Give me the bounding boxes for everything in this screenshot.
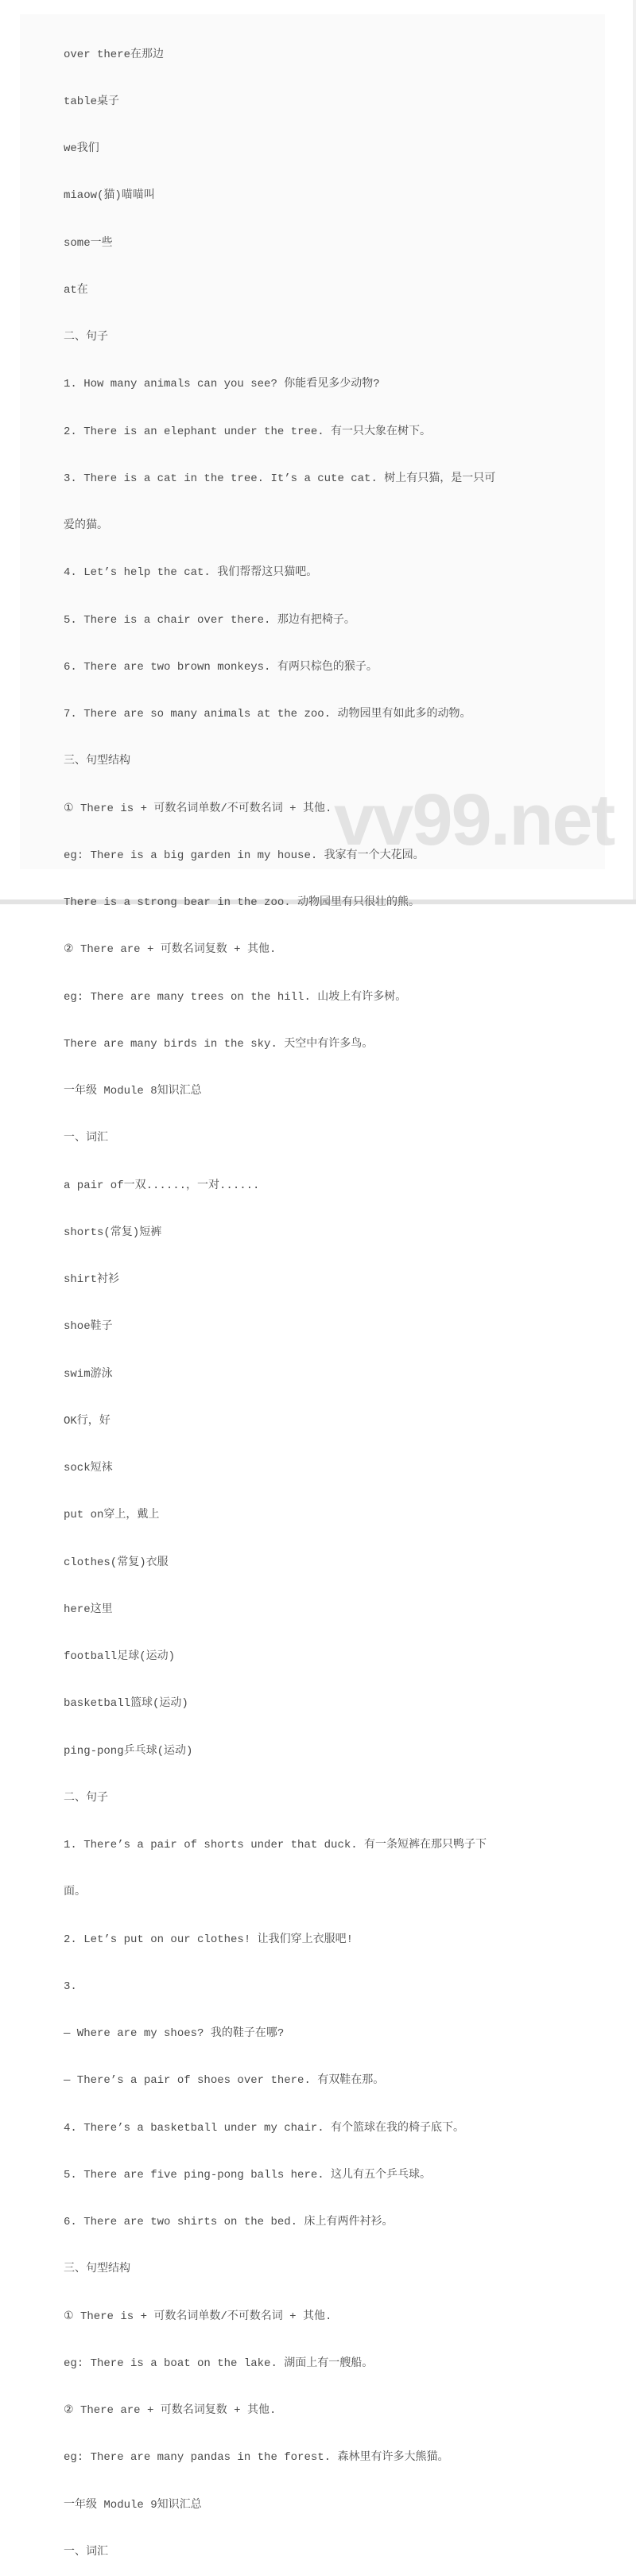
sentence-line: 面。 xyxy=(64,1886,86,1899)
vocab-line: football足球(运动) xyxy=(64,1650,176,1663)
section-heading: 三、句型结构 xyxy=(64,2263,130,2276)
vocab-line: OK行，好 xyxy=(64,1414,111,1428)
example-line: There is a strong bear in the zoo. 动物园里有只很壮的熊。 xyxy=(64,896,421,909)
pattern-line: ① There is + 可数名词单数/不可数名词 + 其他. xyxy=(64,802,332,815)
sentence-line: 爱的猫。 xyxy=(64,519,108,532)
vocab-line: some一些 xyxy=(64,236,113,250)
sentence-line: 4. There’s a basketball under my chair. 有个篮球在我的椅子底下。 xyxy=(64,2121,465,2135)
vocab-line: put on穿上，戴上 xyxy=(64,1509,160,1522)
section-heading: 二、句子 xyxy=(64,331,108,344)
vocab-line: ping-pong乒乓球(运动) xyxy=(64,1744,193,1758)
pattern-line: ① There is + 可数名词单数/不可数名词 + 其他. xyxy=(64,2310,332,2323)
sentence-line: 3. xyxy=(64,1980,77,1993)
vocab-line: shirt衬衫 xyxy=(64,1273,120,1286)
vocab-line: here这里 xyxy=(64,1603,113,1616)
sentence-line: 5. There is a chair over there. 那边有把椅子。 xyxy=(64,613,355,627)
watermark: vv99.net xyxy=(334,779,615,861)
sentence-line: 2. Let’s put on our clothes! 让我们穿上衣服吧! xyxy=(64,1933,354,1946)
vocab-line: we我们 xyxy=(64,142,99,155)
dialogue-line: — Where are my shoes? 我的鞋子在哪? xyxy=(64,2027,285,2040)
vocab-line: table桌子 xyxy=(64,95,120,108)
vocab-line: a pair of一双......，一对...... xyxy=(64,1179,260,1192)
section-heading: 三、句型结构 xyxy=(64,755,130,768)
vocab-line: at在 xyxy=(64,283,88,297)
vocab-line: shoe鞋子 xyxy=(64,1320,113,1334)
sentence-line: 6. There are two shirts on the bed. 床上有两件衬衫。 xyxy=(64,2216,394,2228)
dialogue-line: — There’s a pair of shoes over there. 有双鞋在那。 xyxy=(64,2074,385,2088)
vocab-line: miaow(猫)喵喵叫 xyxy=(64,189,155,203)
section-heading: 一、词汇 xyxy=(64,1132,108,1145)
module-title: 一年级 Module 8知识汇总 xyxy=(64,1085,202,1098)
example-line: eg: There are many trees on the hill. 山坡上有许多树。 xyxy=(64,990,407,1004)
sentence-line: 2. There is an elephant under the tree. 有一只大象在树下。 xyxy=(64,425,432,438)
section-heading: 一、词汇 xyxy=(64,2545,108,2559)
vocab-line: shorts(常复)短裤 xyxy=(64,1226,162,1239)
vocab-line: swim游泳 xyxy=(64,1367,113,1381)
module-title: 一年级 Module 9知识汇总 xyxy=(64,2498,202,2512)
sentence-line: 4. Let’s help the cat. 我们帮帮这只猫吧。 xyxy=(64,566,318,580)
page-edge xyxy=(633,0,636,899)
sentence-line: 1. How many animals can you see? 你能看见多少动物? xyxy=(64,378,380,391)
pattern-line: ② There are + 可数名词复数 + 其他. xyxy=(64,2404,277,2417)
sentence-line: 5. There are five ping-pong balls here. 这儿有五个乒乓球。 xyxy=(64,2168,432,2182)
sentence-line: 1. There’s a pair of shorts under that duck. 有一条短裤在那只鸭子下 xyxy=(64,1839,487,1851)
vocab-line: clothes(常复)衣服 xyxy=(64,1556,169,1569)
example-line: eg: There is a boat on the lake. 湖面上有一艘船。 xyxy=(64,2356,374,2370)
pattern-line: ② There are + 可数名词复数 + 其他. xyxy=(64,943,277,957)
vocab-line: basketball篮球(运动) xyxy=(64,1697,188,1711)
section-heading: 二、句子 xyxy=(64,1791,108,1805)
vocab-line: sock短袜 xyxy=(64,1462,113,1474)
sentence-line: 7. There are so many animals at the zoo. 动物园里有如此多的动物。 xyxy=(64,708,471,721)
example-line: eg: There are many pandas in the forest. 森林里有许多大熊猫。 xyxy=(64,2451,449,2465)
sentence-line: 3. There is a cat in the tree. It’s a cute cat. 树上有只猫，是一只可 xyxy=(64,472,496,485)
example-line: There are many birds in the sky. 天空中有许多鸟。 xyxy=(64,1037,374,1051)
example-line: eg: There is a big garden in my house. 我家有一个大花园。 xyxy=(64,849,425,862)
document-text xyxy=(64,16,572,2576)
vocab-line: over there在那边 xyxy=(64,48,165,61)
sentence-line: 6. There are two brown monkeys. 有两只棕色的猴子。 xyxy=(64,660,378,674)
